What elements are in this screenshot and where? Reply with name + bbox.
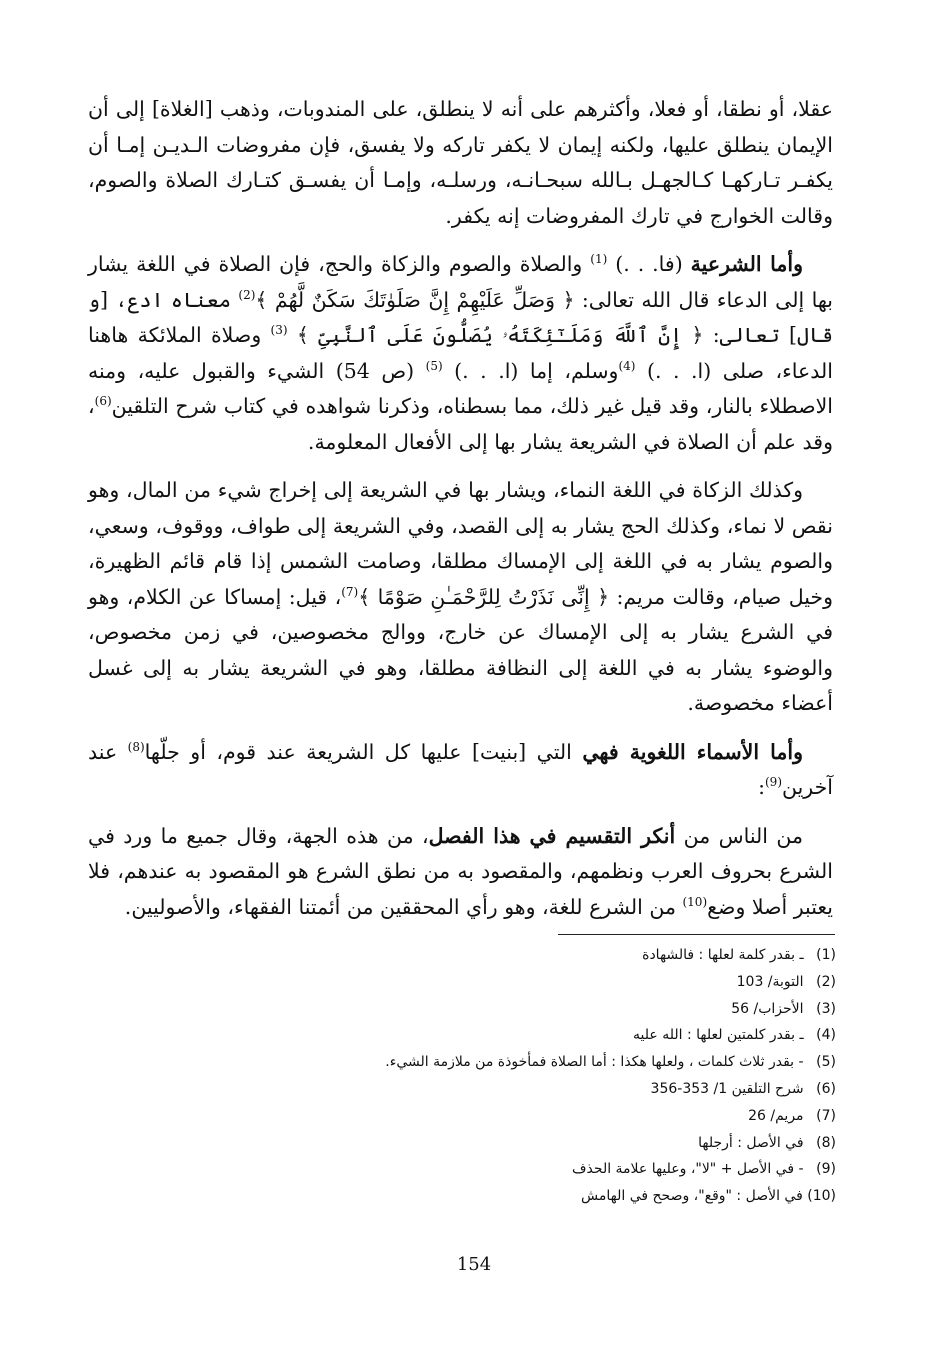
paragraph-2-text: (فا. . .)	[607, 252, 691, 276]
paragraph-1-text: عقلا، أو نطقا، أو فعلا، وأكثرهم على أنه لا ينطلق، على المندوبات، وذهب [الغلاة] إلى أن الإيمان ينطلق عليها، ولكنه إيمان لا يكفر تاركه ولا يفسق، فإن مفروضات الـديـن إمـا أن يكفـر تـاركهـا كـالجهـل بـالله سبحـانـه، ورسلـه، وإمـا أن يفسـق كتـارك الصلاة والصوم، وقالت الخوارج في تارك المفروضات إنه يكفر.	[88, 97, 833, 228]
footnote-ref-9[interactable]: (9)	[764, 775, 782, 790]
footnote-item	[88, 1103, 836, 1130]
footnote-ref-10[interactable]: (10)	[682, 894, 708, 909]
paragraph-5-text: من الشرع للغة، وهو رأي المحققين من أئمتنا الفقهاء، والأصوليين.	[124, 894, 683, 919]
paragraph-4-lead: وأما الأسماء اللغوية فهي	[582, 739, 803, 764]
footnote-text: شرح التلقين 1/ 353-356	[650, 1080, 804, 1097]
paragraph-4	[88, 735, 833, 806]
paragraph-2-text: ، وقد علم أن الصلاة في الشريعة يشار بها إلى الأفعال المعلومة.	[88, 394, 833, 454]
footnote-ref-2[interactable]: (2)	[238, 287, 256, 302]
paragraph-2-text: (ص 54) الشيء والقبول عليه، ومنه الاصطلاء بالنار، وقد قيل غير ذلك، مما بسطناه، وذكرنا شواهده في كتاب شرح التلقين	[88, 358, 833, 418]
paragraph-2-lead: وأما الشرعية	[690, 252, 803, 276]
page-number: 154	[456, 1254, 492, 1275]
footnote-item	[88, 942, 836, 969]
footnote-item	[88, 969, 836, 996]
footnote-ref-4[interactable]: (4)	[618, 358, 636, 373]
paragraph-4-text: :	[758, 775, 765, 799]
paragraph-5-text: من الناس من	[675, 823, 803, 848]
footnote-text: في الأصل : "وقع"، وصحح في الهامش	[581, 1188, 803, 1205]
footnote-text: ـ بقدر كلمة لعلها : فالشهادة	[642, 947, 804, 963]
footnote-item	[88, 996, 836, 1023]
footnote-ref-7[interactable]: (7)	[341, 584, 359, 599]
footnote-item	[88, 1076, 836, 1103]
footnote-number: (1)	[816, 947, 836, 963]
paragraph-5-text: ، من هذه الجهة، وقال جميع ما ورد في الشرع بحروف العرب ونظمهم، والمقصود به من نطق الشرع هو المقصود به عندهم، فلا يعتبر أصلا وضع	[88, 823, 833, 919]
paragraph-4-text: عند آخرين	[88, 739, 833, 799]
footnote-text: - بقدر ثلاث كلمات ، ولعلها هكذا : أما الصلاة فمأخوذة من ملازمة الشيء.	[385, 1054, 804, 1071]
footnote-number: (4)	[816, 1027, 836, 1044]
footnote-ref-3[interactable]: (3)	[270, 323, 288, 338]
footnote-ref-8[interactable]: (8)	[127, 739, 145, 754]
footnote-divider	[558, 934, 835, 935]
paragraph-3-text: ، قيل: إمساكا عن الكلام، وهو في الشرع يشار به إلى الإمساك عن خارج، ووالج مخصوصين، في زمن مخصوص، والوضوء يشار به في اللغة إلى النظافة مطلقا، وهو في الشريعة يشار به إلى غسل أعضاء مخصوصة.	[88, 584, 833, 715]
paragraph-2-text: والصلاة والصوم والزكاة والحج، فإن الصلاة في اللغة يشار بها إلى الدعاء قال الله تعالى: ﴿ وَصَلِّ عَلَيْهِمْ إِنَّ صَلَوٰتَكَ سَكَنٌ لَّهُمْ ﴾	[88, 252, 833, 312]
paragraph-5-lead: أنكر التقسيم في هذا الفصل	[428, 823, 676, 848]
footnote-item	[88, 1049, 836, 1076]
footnote-text: مريم/ 26	[748, 1107, 804, 1124]
footnote-number: (3)	[816, 1000, 836, 1017]
footnote-text: في الأصل : أرجلها	[698, 1134, 804, 1151]
footnote-item	[88, 1022, 836, 1049]
footnote-number: (6)	[816, 1080, 836, 1097]
footnote-ref-1[interactable]: (1)	[590, 252, 608, 267]
paragraph-1	[88, 92, 833, 234]
footnote-text: ـ بقدر كلمتين لعلها : الله عليه	[633, 1027, 804, 1044]
footnote-number: (2)	[816, 973, 836, 990]
paragraph-4-text: التي [بنيت] عليها كل الشريعة عند قوم، أو جلّها	[144, 739, 583, 764]
footnote-ref-5[interactable]: (5)	[425, 358, 443, 373]
footnote-item	[88, 1130, 836, 1157]
footnote-number: (5)	[816, 1054, 836, 1071]
paragraph-2	[88, 247, 833, 460]
footnotes-list	[88, 942, 836, 1210]
footnote-number: (8)	[816, 1134, 836, 1151]
footnote-number: (9)	[816, 1161, 836, 1178]
footnote-item	[88, 1156, 836, 1183]
paragraph-2-text: معناه ادع، [و قال] تعالى: ﴿ إِنَّ ٱللَّهَ وَمَلَـٰٓئِكَتَهُۥ يُصَلُّونَ عَلَى ٱلنَّبِىِّ ﴾	[88, 287, 833, 347]
paragraph-3-text: وكذلك الزكاة في اللغة النماء، ويشار بها في الشريعة إلى إخراج شيء من المال، وهو نقص لا نماء، وكذلك الحج يشار به إلى القصد، وفي الشريعة إلى طواف، ووقوف، وسعي، والصوم يشار به في اللغة إلى الإمساك مطلقا، وصامت الشمس إذا قام قائم الظهيرة، وخيل صيام، وقالت مريم: ﴿ إِنِّى نَذَرْتُ لِلرَّحْمَـٰنِ صَوْمًا ﴾	[88, 478, 833, 609]
paragraph-3	[88, 473, 833, 722]
footnote-number: (7)	[816, 1107, 836, 1124]
paragraph-2-text: وصلاة الملائكة هاهنا الدعاء، صلى (ا. . .)	[88, 323, 833, 383]
main-text	[88, 92, 833, 938]
footnote-text: الأحزاب/ 56	[731, 1000, 804, 1017]
footnote-number: (10)	[807, 1188, 836, 1205]
paragraph-5	[88, 819, 833, 926]
footnote-ref-6[interactable]: (6)	[94, 394, 112, 409]
footnote-item	[88, 1183, 836, 1210]
footnote-text: - في الأصل + "لا"، وعليها علامة الحذف	[572, 1161, 804, 1178]
paragraph-2-text: وسلم، إما (ا. . .)	[442, 358, 619, 383]
footnote-text: التوبة/ 103	[736, 973, 804, 990]
